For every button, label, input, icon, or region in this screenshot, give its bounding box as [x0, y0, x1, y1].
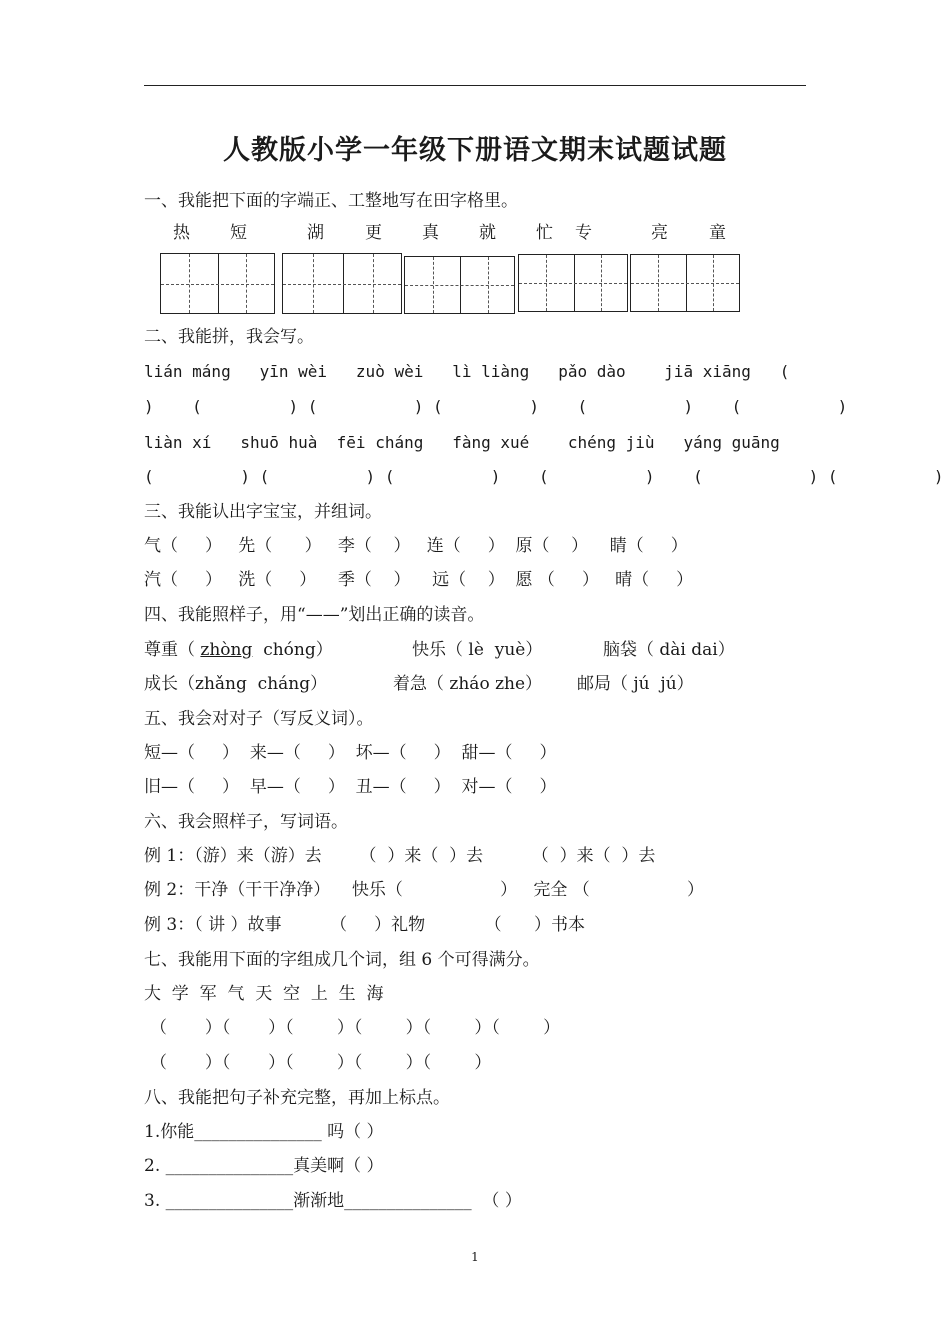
section-8-heading: 八、我能把句子补充完整，再加上标点。 [144, 1088, 450, 1108]
antonym-row-1[interactable]: 短—（ ） 来—（ ） 坏—（ ） 甜—（ ） [144, 743, 557, 763]
sentence-item-3[interactable]: 3. _______________渐渐地_______________ （ ） [144, 1191, 522, 1211]
tianzige-group-4[interactable] [518, 254, 628, 312]
reading-example-suffix: chóng） [252, 640, 333, 660]
section-4-heading: 四、我能照样子，用“——”划出正确的读音。 [144, 605, 485, 625]
sentence-item-2[interactable]: 2. _______________真美啊（ ） [144, 1156, 384, 1176]
reading-item-youju[interactable]: 邮局（ jú jú） [577, 674, 694, 694]
reading-item-kuaile[interactable]: 快乐（ lè yuè） [412, 640, 543, 660]
sentence-item-1[interactable]: 1.你能_______________ 吗（ ） [144, 1122, 384, 1142]
practice-char: 更 [365, 223, 382, 243]
page-title: 人教版小学一年级下册语文期末试题试题 [223, 135, 727, 166]
reading-item-naodai[interactable]: 脑袋（ dài dai） [603, 640, 735, 660]
section-5-heading: 五、我会对对子（写反义词）。 [144, 709, 374, 729]
section-6-heading: 六、我会照样子，写词语。 [144, 812, 348, 832]
pattern-example-1[interactable]: 例 1：（游）来（游）去 （ ）来（ ）去 （ ）来（ ）去 [144, 846, 656, 866]
section-7-heading: 七、我能用下面的字组成几个词，组 6 个可得满分。 [144, 950, 540, 970]
tianzige-group-2[interactable] [282, 253, 402, 314]
tianzige-group-1[interactable] [160, 253, 275, 314]
practice-char: 专 [575, 223, 592, 243]
pinyin-row-1: lián máng yīn wèi zuò wèi lì liàng pǎo dào jiā xiāng ( [144, 362, 790, 381]
underlined-answer: zhòng [200, 640, 253, 660]
pattern-example-3[interactable]: 例 3：（ 讲 ）故事 （ ）礼物 （ ）书本 [144, 915, 586, 935]
word-answer-row-2[interactable]: （ ）（ ）（ ）（ ）（ ） [150, 1053, 492, 1073]
character-list: 大 学 军 气 天 空 上 生 海 [144, 984, 384, 1004]
practice-char: 就 [479, 223, 496, 243]
tianzige-group-3[interactable] [404, 256, 515, 314]
word-group-row-1[interactable]: 气（ ） 先（ ） 李（ ） 连（ ） 原（ ） 睛（ ） [144, 536, 688, 556]
word-answer-row-1[interactable]: （ ）（ ）（ ）（ ）（ ）（ ） [150, 1018, 561, 1038]
section-1-heading: 一、我能把下面的字端正、工整地写在田字格里。 [144, 191, 518, 211]
practice-char: 湖 [307, 223, 324, 243]
header-rule [144, 85, 806, 86]
answer-row-2[interactable]: ( ) ( ) ( ) ( ) ( ) ( ) [144, 467, 944, 486]
section-2-heading: 二、我能拼，我会写。 [144, 327, 314, 347]
pinyin-row-2: liàn xí shuō huà fēi cháng fàng xué chéng jiù yáng guāng [144, 433, 780, 452]
answer-row-1[interactable]: ) ( ) ( ) ( ) ( ) ( ) [144, 397, 848, 416]
section-3-heading: 三、我能认出字宝宝，并组词。 [144, 502, 382, 522]
page-number: 1 [471, 1250, 479, 1264]
practice-char: 真 [422, 223, 439, 243]
antonym-row-2[interactable]: 旧—（ ） 早—（ ） 丑—（ ） 对—（ ） [144, 777, 557, 797]
reading-example [144, 639, 333, 661]
practice-char: 热 [173, 223, 190, 243]
reading-item-chengzhang[interactable]: 成长（zhǎng cháng） [144, 674, 328, 694]
reading-item-zhaoji[interactable]: 着急（ zháo zhe） [393, 674, 543, 694]
practice-char: 短 [230, 223, 247, 243]
practice-char: 亮 [651, 223, 668, 243]
reading-example-prefix: 尊重（ [144, 640, 201, 660]
pattern-example-2[interactable]: 例 2：干净（干干净净） 快乐（ ） 完全 （ ） [144, 880, 704, 900]
tianzige-group-5[interactable] [630, 254, 740, 312]
practice-char: 童 [709, 223, 726, 243]
word-group-row-2[interactable]: 汽（ ） 洗（ ） 季（ ） 远（ ） 愿 （ ） 晴（ ） [144, 570, 694, 590]
practice-char: 忙 [536, 223, 553, 243]
